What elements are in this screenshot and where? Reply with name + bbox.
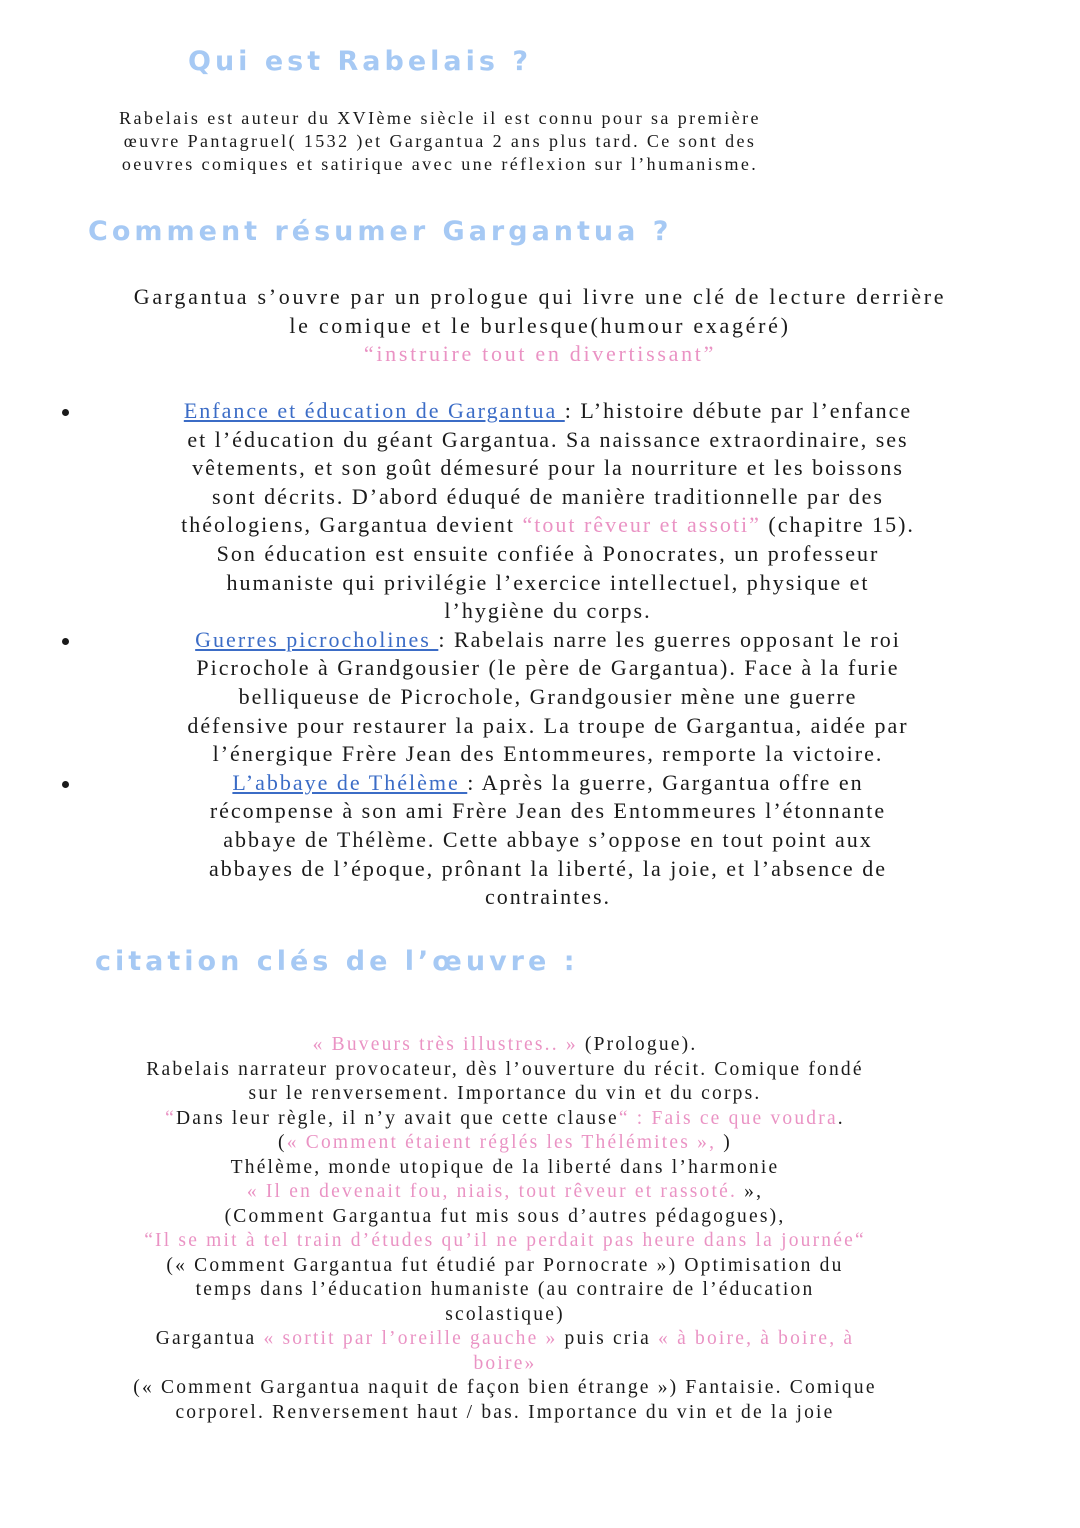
summary-line: [0, 340, 1080, 369]
text-segment: corporel. Renversement haut / bas. Importance du vin et de la joie: [175, 1401, 835, 1423]
bullets-line: [60, 740, 1036, 769]
citations-line: [0, 1303, 1010, 1328]
summary-line: [0, 312, 1080, 341]
citations-line: [0, 1033, 1010, 1058]
heading-citations: citation clés de l’œuvre :: [95, 946, 579, 977]
citations-line: [0, 1401, 1010, 1426]
bullets-line: [60, 540, 1036, 569]
citations-line: [0, 1352, 1010, 1377]
text-segment: : Après la guerre, Gargantua offre en: [467, 769, 864, 795]
citations-line: [0, 1205, 1010, 1230]
text-segment: vêtements, et son goût démesuré pour la nourriture et les boissons: [192, 455, 904, 481]
text-segment: temps dans l’éducation humaniste (au contraire de l’éducation: [195, 1279, 815, 1300]
text-segment: : L’histoire débute par l’enfance: [564, 398, 913, 423]
text-segment: sont décrits. D’abord éduqué de manière traditionnelle par des: [212, 483, 884, 509]
text-segment: Picrochole à Grandgousier (le père de Gargantua). Face à la furie: [196, 655, 900, 681]
text-segment: contraintes.: [484, 884, 612, 910]
citations-line: [0, 1278, 1010, 1303]
bullets-line: [60, 426, 1036, 455]
text-segment: le comique et le burlesque(humour exagéré): [289, 312, 791, 338]
text-segment: Rabelais est auteur du XVIème siècle il est connu pour sa première: [119, 108, 761, 128]
text-segment: Gargantua s’ouvre par un prologue qui livre une clé de lecture derrière: [133, 284, 947, 309]
citations-line: [0, 1376, 1010, 1401]
bullets-line: [60, 483, 1036, 512]
quote-text: « Buveurs très illustres.. »: [312, 1034, 578, 1055]
text-segment: (Comment Gargantua fut mis sous d’autres pédagogues),: [224, 1205, 786, 1227]
citations-line: [0, 1082, 1010, 1107]
text-segment: Rabelais narrateur provocateur, dès l’ouverture du récit. Comique fondé: [146, 1058, 864, 1080]
quote-text: “Il se mit à tel train d’études qu’il ne perdait pas heure dans la journée“: [144, 1230, 866, 1251]
text-segment: et l’éducation du géant Gargantua. Sa naissance extraordinaire, ses: [187, 426, 909, 452]
bullets-line: [60, 569, 1036, 598]
text-segment: (« Comment Gargantua fut étudié par Pornocrate ») Optimisation du: [166, 1254, 844, 1276]
bullets-line: [60, 454, 1036, 483]
summary-line: [0, 283, 1080, 312]
section-link[interactable]: Enfance et éducation de Gargantua: [183, 398, 565, 423]
text-segment: puis cria: [557, 1328, 659, 1349]
quote-text: “tout rêveur et assoti”: [522, 512, 761, 538]
text-segment: humaniste qui privilégie l’exercice intellectuel, physique et: [226, 569, 870, 595]
text-segment: théologiens, Gargantua devient: [181, 512, 523, 538]
citations-line: [0, 1254, 1010, 1279]
quote-text: boire»: [473, 1352, 537, 1374]
bullets-line: [60, 597, 1036, 626]
text-segment: .: [837, 1107, 845, 1129]
text-segment: défensive pour restaurer la paix. La troupe de Gargantua, aidée par: [187, 712, 909, 738]
text-segment: œuvre Pantagruel( 1532 )et Gargantua 2 ans plus tard. Ce sont des: [123, 131, 757, 151]
intro-line: [20, 130, 860, 153]
bullets-line: [60, 683, 1036, 712]
bullets-line: [60, 855, 1036, 884]
text-segment: ): [723, 1132, 732, 1153]
intro-line: [20, 107, 860, 130]
heading-qui-est-rabelais: Qui est Rabelais ?: [188, 46, 533, 77]
quote-text: « à boire, à boire, à: [658, 1328, 855, 1349]
text-segment: (chapitre 15).: [760, 512, 915, 538]
citations-line: [0, 1107, 1010, 1132]
text-segment: l’énergique Frère Jean des Entommeures, remporte la victoire.: [212, 741, 884, 767]
text-segment: sur le renversement. Importance du vin et du corps.: [248, 1083, 762, 1104]
bullets-line: [60, 769, 1036, 798]
bullets-line: [60, 826, 1036, 855]
citations-line: [0, 1327, 1010, 1352]
text-segment: l’hygiène du corps.: [444, 598, 652, 624]
intro-line: [20, 153, 860, 176]
text-segment: belliqueuse de Picrochole, Grandgousier mène une guerre: [238, 683, 858, 709]
bullets-line: [60, 511, 1036, 540]
heading-resumer-gargantua: Comment résumer Gargantua ?: [88, 216, 673, 247]
text-segment: Thélème, monde utopique de la liberté dans l’harmonie: [230, 1156, 780, 1178]
bullets-line: [60, 626, 1036, 655]
citations-block: [0, 1033, 1010, 1425]
citations-line: [0, 1058, 1010, 1083]
text-segment: récompense à son ami Frère Jean des Entommeures l’étonnante: [209, 798, 887, 824]
text-segment: Gargantua: [155, 1328, 264, 1349]
text-segment: abbaye de Thélème. Cette abbaye s’oppose en tout point aux: [223, 826, 873, 852]
section-link[interactable]: L’abbaye de Thélème: [232, 769, 468, 795]
intro-paragraph: [20, 107, 860, 176]
text-segment: : Rabelais narre les guerres opposant le roi: [438, 626, 901, 652]
text-segment: Son éducation est ensuite confiée à Ponocrates, un professeur: [216, 540, 880, 566]
bullets-line: [60, 397, 1036, 426]
section-link[interactable]: Guerres picrocholines: [195, 626, 439, 652]
text-segment: »,: [744, 1181, 764, 1202]
text-segment: (Prologue).: [577, 1034, 698, 1055]
bullets-line: [60, 712, 1036, 741]
quote-text: « Il en devenait fou, niais, tout rêveur et rassoté.: [246, 1181, 745, 1202]
text-segment: (: [278, 1132, 287, 1153]
quote-text: « sortit par l’oreille gauche »: [263, 1328, 558, 1349]
quote-text: “ : Fais ce que voudra: [618, 1107, 838, 1129]
citations-line: [0, 1229, 1010, 1254]
text-segment: abbayes de l’époque, prônant la liberté, la joie, et l’absence de: [209, 855, 887, 881]
text-segment: (« Comment Gargantua naquit de façon bien étrange ») Fantaisie. Comique: [133, 1377, 877, 1398]
bullets-line: [60, 654, 1036, 683]
text-segment: Dans leur règle, il n’y avait que cette clause: [175, 1107, 619, 1129]
citations-line: [0, 1131, 1010, 1156]
text-segment: oeuvres comiques et satirique avec une réflexion sur l’humanisme.: [121, 154, 759, 174]
quote-text: “: [165, 1107, 176, 1129]
summary-bullet-list: [60, 397, 1036, 912]
bullets-line: [60, 883, 1036, 912]
summary-paragraph: [0, 283, 1080, 369]
bullets-line: [60, 797, 1036, 826]
quote-text: “instruire tout en divertissant”: [363, 341, 717, 367]
quote-text: « Comment étaient réglés les Thélémites »,: [286, 1132, 724, 1153]
citations-line: [0, 1180, 1010, 1205]
citations-line: [0, 1156, 1010, 1181]
text-segment: scolastique): [445, 1303, 565, 1325]
